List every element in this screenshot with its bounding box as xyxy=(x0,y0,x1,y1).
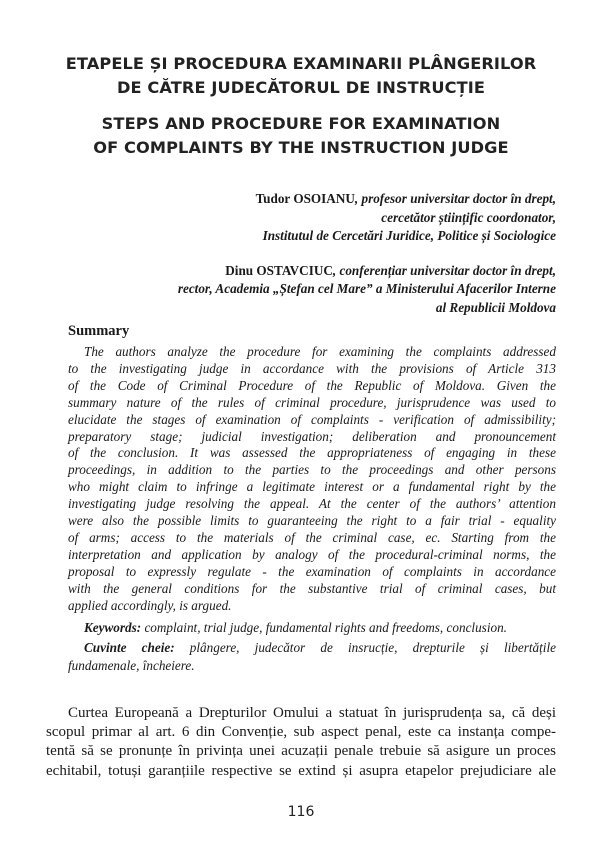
page-number: 116 xyxy=(287,804,315,820)
abstract-line: to the investigating judge in accordance with the provisions of Article 313 xyxy=(68,360,556,376)
abstract-line: preparatory stage; judicial investigation; deliberation and pronouncement xyxy=(68,428,556,444)
title-ro-line-2: DE CĂTRE JUDECĂTORUL DE INSTRUCȚIE xyxy=(116,78,486,97)
title-en xyxy=(40,112,562,160)
body-line: Curtea Europeană a Drepturilor Omului a statuat în jurisprudența sa, că deși xyxy=(68,705,556,721)
cuvinte-cheie-text-1: plângere, judecător de insrucție, drepturile și libertățile xyxy=(174,640,556,655)
author-1 xyxy=(56,190,556,246)
author-2-affiliation: al Republicii Moldova xyxy=(435,299,556,315)
article-title xyxy=(40,52,562,160)
abstract xyxy=(68,344,556,615)
keywords-text: complaint, trial judge, fundamental rights and freedoms, conclusion. xyxy=(141,619,507,635)
body-line: tentă să se pronunțe în privința unei acuzații penale trebuie să asigure un proces xyxy=(46,743,556,760)
abstract-line: of the Code of Criminal Procedure of the Republic of Moldova. Given the xyxy=(68,377,556,393)
abstract-line: were also the possible limits to guaranteeing the right to a fair trial - equality xyxy=(68,513,556,529)
cuvinte-cheie-label: Cuvinte cheie: xyxy=(84,640,175,655)
author-2-title: , conferențiar universitar doctor în drept, xyxy=(332,262,556,278)
abstract-line: investigating judge resolving the appeal. At the center of the authors’ attention xyxy=(68,496,556,512)
abstract-line: interpretation and application by analogy of the procedural-criminal norms, the xyxy=(68,546,556,562)
author-2-role: rector, Academia „Ștefan cel Mare” a Ministerului Afacerilor Interne xyxy=(177,281,556,296)
keywords-label: Keywords: xyxy=(84,619,142,635)
keywords xyxy=(68,619,556,637)
abstract-line: elucidate the stages of examination of complaints - verification of admissibility; xyxy=(68,411,556,427)
author-2-name: Dinu OSTAVCIUC xyxy=(225,262,333,278)
abstract-line: with the general conditions for the substantive trial of criminal cases, but xyxy=(68,580,556,596)
abstract-line: of the conclusion. It was assessed the appropriateness of engaging in these xyxy=(68,445,556,461)
body-paragraph xyxy=(46,704,556,781)
summary-section xyxy=(68,322,556,674)
author-2 xyxy=(56,262,556,318)
cuvinte-cheie xyxy=(68,639,556,674)
author-1-role: cercetător științific coordonator, xyxy=(381,209,556,225)
cuvinte-cheie-text-2: fundamenale, încheiere. xyxy=(68,657,195,673)
summary-heading: Summary xyxy=(68,323,130,339)
body-line: scopul primar al art. 6 din Convenție, sub aspect penal, este ca instanța compe- xyxy=(46,724,556,741)
abstract-line: of arms; access to the materials of the criminal case, ec. Starting from the xyxy=(68,529,556,545)
abstract-line: summary nature of the rules of criminal procedure, jurisprudence was used to xyxy=(68,394,556,410)
title-en-line-1: STEPS AND PROCEDURE FOR EXAMINATION xyxy=(101,114,501,133)
abstract-line: proposal to expressly regulate - the examination of complaints in accordance xyxy=(68,563,556,579)
abstract-line: who might claim to infringe a legitimate interest or a fundamental right by the xyxy=(68,479,556,495)
abstract-line: proceedings, in addition to the parties to the proceedings and other persons xyxy=(68,462,556,478)
title-ro-line-1: ETAPELE ȘI PROCEDURA EXAMINARII PLÂNGERILOR xyxy=(65,54,537,73)
author-1-name: Tudor OSOIANU xyxy=(255,191,355,206)
authors-block xyxy=(56,190,556,317)
body-line: echitabil, totuși garanțiile respective se extind și asupra etapelor prejudiciare ale xyxy=(46,762,556,779)
author-1-title: , profesor universitar doctor în drept, xyxy=(354,191,556,206)
author-1-affiliation: Institutul de Cercetări Juridice, Politice și Sociologice xyxy=(262,228,556,243)
abstract-line: The authors analyze the procedure for examining the complaints addressed xyxy=(84,344,556,359)
abstract-line: applied accordingly, is argued. xyxy=(68,597,232,613)
title-en-line-2: OF COMPLAINTS BY THE INSTRUCTION JUDGE xyxy=(93,138,509,157)
